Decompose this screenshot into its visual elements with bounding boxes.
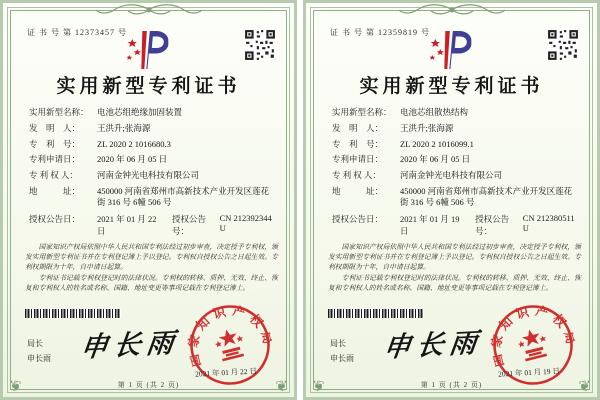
invention-name-value: 电池芯组散热结构 [400,107,469,117]
director-block [330,336,354,366]
certificate-number [330,27,430,38]
grant-number-value: CN 212380511 U [522,212,575,233]
cnipa-logo [122,29,168,71]
patent-number-value: ZL 2020 2 1016099.1 [400,138,474,149]
field-address [29,186,276,207]
filing-date-value: 2020 年 06 月 05 日 [97,154,168,165]
field-invention-name [332,107,579,118]
certificate-title: 实用新型专利证书 [359,76,544,97]
cert-no-suffix: 号 [118,28,127,37]
grant-number-label: 授权公告号： [475,213,510,236]
inventors-value: 王洪升;张海源 [97,122,151,133]
field-patentee [332,170,579,181]
patent-number-value: ZL 2020 2 1016680.3 [97,138,171,149]
grant-number-value: CN 212392344 U [219,212,272,233]
field-patentee [29,170,276,181]
page-footer: 第 1 页 (共 2 页) [117,381,180,389]
grant-date-value: 2021 年 01 月 19 日 [400,213,460,236]
field-invention-name [29,107,276,118]
filing-date-label: 专利申请日： [332,154,384,165]
seal-text: 国家知识产权局 [184,302,278,369]
patent-number-label: 专 利 号： [332,138,384,149]
filing-date-label: 专利申请日： [29,154,81,165]
cert-no-value: 12373457 [75,28,115,37]
field-inventors [29,123,276,134]
field-address [332,186,579,207]
patentee-label: 专 利 权 人： [332,170,381,181]
qr-code [547,29,579,61]
legal-paragraph-1: 国家知识产权局依照中华人民共和国专利法经过初步审查，决定授予专利权，颁发实用新型专利证书并在专利登记簿上予以登记。专利权自授权公告之日起生效。专利权期限为十年，自申请日起算。 [25,244,278,272]
certificate-number [27,27,127,38]
legal-paragraph-2: 专利证书记载专利权登记时的法律状况。专利权的转移、质押、无效、终止、恢复和专利权人的姓名或名称、国籍、地址变更等事项记载在专利登记簿上。 [328,274,581,292]
patentee-value: 河南金钟光电科技有限公司 [97,170,200,181]
bottom-left-flourish-icon: ❦ [312,377,325,395]
certificate-right [303,0,600,400]
seal-text: 国家知识产权局 [487,302,581,369]
field-grant-row [29,213,276,237]
patentee-value: 河南金钟光电科技有限公司 [400,170,503,181]
field-grant-row [332,213,579,237]
director-name-printed: 申长雨 [27,354,51,364]
top-flourish-ornament [397,2,507,18]
legal-statement [328,243,581,294]
field-inventors [332,123,579,134]
director-signature: 申长雨 [78,327,182,363]
grant-date-label: 授权公告日： [332,213,384,224]
director-name-printed: 申长雨 [330,354,354,364]
grant-date-label: 授权公告日： [29,213,81,224]
barcode [328,309,424,318]
address-label: 地 址： [29,186,81,197]
seal-date: 2021 年 01 月 19 日 [497,366,561,379]
director-title-label: 局长 [27,339,43,348]
cert-no-suffix: 号 [421,28,430,37]
seal-date: 2021 年 01 月 22 日 [194,366,258,379]
top-flourish-ornament [94,2,204,18]
address-value: 450000 河南省郑州市高新技术产业开发区莲花街 316 号 6幢 506 号 [400,186,573,207]
barcode [25,309,121,318]
fields-section [29,107,276,237]
cert-no-value: 12359819 [378,28,418,37]
inventors-label: 发 明 人： [332,122,384,133]
bottom-left-flourish-icon: ❦ [9,377,22,395]
cert-no-prefix: 证 书 号 第 [330,28,375,37]
director-signature: 申长雨 [381,327,485,363]
inventors-label: 发 明 人： [29,122,81,133]
national-emblem-icon [212,326,247,362]
qr-code [244,29,276,61]
invention-name-label: 实用新型名称： [332,107,392,117]
page-footer: 第 1 页 (共 2 页) [420,381,483,389]
fields-section [332,107,579,237]
grant-date-value: 2021 年 01 月 22 日 [97,213,157,236]
director-block [27,336,51,366]
field-patent-number [332,139,579,150]
field-filing-date [29,154,276,165]
inventors-value: 王洪升;张海源 [400,122,454,133]
bottom-right-flourish-icon: ❦ [578,377,591,395]
patentee-label: 专 利 权 人： [29,170,78,181]
certificate-left [0,0,297,400]
filing-date-value: 2020 年 06 月 05 日 [400,154,471,165]
address-value: 450000 河南省郑州市高新技术产业开发区莲花街 316 号 6幢 506 号 [97,186,270,207]
field-filing-date [332,154,579,165]
national-emblem-icon [515,326,550,362]
grant-number-label: 授权公告号： [171,213,206,236]
cert-no-prefix: 证 书 号 第 [27,28,72,37]
legal-paragraph-2: 专利证书记载专利权登记时的法律状况。专利权的转移、质押、无效、终止、恢复和专利权人的姓名或名称、国籍、地址变更等事项记载在专利登记簿上。 [25,274,278,292]
certificate-title: 实用新型专利证书 [56,76,241,97]
address-label: 地 址： [332,186,384,197]
invention-name-value: 电池芯组绝缘加固装置 [97,107,183,117]
bottom-right-flourish-icon: ❦ [275,377,288,395]
patent-number-label: 专 利 号： [29,138,81,149]
director-title-label: 局长 [330,339,346,348]
invention-name-label: 实用新型名称： [29,107,89,117]
cnipa-logo [425,29,471,71]
legal-paragraph-1: 国家知识产权局依照中华人民共和国专利法经过初步审查，决定授予专利权，颁发实用新型专利证书并在专利登记簿上予以登记。专利权自授权公告之日起生效。专利权期限为十年，自申请日起算。 [328,244,581,272]
field-patent-number [29,139,276,150]
legal-statement [25,243,278,294]
